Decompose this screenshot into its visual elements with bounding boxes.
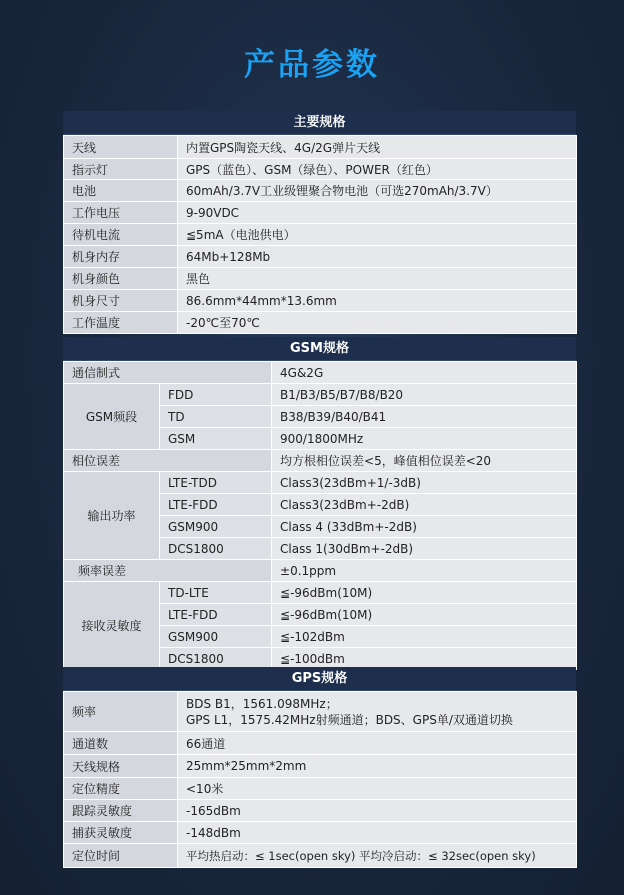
gps-specs-header: GPS规格 [63, 667, 576, 691]
page-title: 产品参数 [244, 47, 380, 83]
spec-label: 通信制式 [64, 362, 272, 384]
spec-sub-label: DCS1800 [160, 648, 272, 670]
spec-sub-label: LTE-TDD [160, 472, 272, 494]
spec-value: -20℃至70℃ [178, 312, 577, 334]
spec-label: 天线 [64, 136, 178, 159]
freq-line-2: GPS L1，1575.42MHz射频通道；BDS、GPS单/双通道切换 [186, 712, 513, 727]
table-row [64, 224, 577, 246]
spec-sub-label: LTE-FDD [160, 494, 272, 516]
spec-label: 待机电流 [64, 224, 178, 246]
gps-specs-table [63, 691, 577, 868]
table-row [64, 384, 577, 406]
table-row [64, 180, 577, 202]
spec-label: 频率误差 [64, 560, 272, 582]
spec-label: 定位精度 [64, 778, 178, 800]
spec-group-label: 输出功率 [64, 472, 160, 560]
table-row [64, 755, 577, 778]
spec-value: 均方根相位误差<5，峰值相位误差<20 [272, 450, 577, 472]
spec-value: 60mAh/3.7V工业级锂聚合物电池（可选270mAh/3.7V） [178, 180, 577, 202]
table-row [64, 290, 577, 312]
spec-value [178, 692, 577, 732]
table-row [64, 472, 577, 494]
table-row [64, 268, 577, 290]
spec-value: Class 4 (33dBm+-2dB) [272, 516, 577, 538]
table-row [64, 844, 577, 868]
spec-value: ≦-96dBm(10M) [272, 604, 577, 626]
spec-label: 跟踪灵敏度 [64, 800, 178, 822]
main-specs-section [63, 111, 576, 334]
spec-label: 天线规格 [64, 755, 178, 778]
spec-sub-label: TD [160, 406, 272, 428]
gsm-specs-table [63, 361, 577, 670]
spec-value: 内置GPS陶瓷天线、4G/2G弹片天线 [178, 136, 577, 159]
spec-value: 平均热启动：≤ 1sec(open sky) 平均冷启动：≤ 32sec(open sky) [178, 844, 577, 868]
gsm-specs-header: GSM规格 [63, 337, 576, 361]
spec-value: Class 1(30dBm+-2dB) [272, 538, 577, 560]
table-row [64, 732, 577, 755]
spec-value: 黑色 [178, 268, 577, 290]
gps-specs-section [63, 667, 576, 868]
spec-value: -165dBm [178, 800, 577, 822]
spec-label: 工作温度 [64, 312, 178, 334]
spec-label: 机身尺寸 [64, 290, 178, 312]
table-row [64, 822, 577, 844]
spec-sub-label: DCS1800 [160, 538, 272, 560]
spec-value: ±0.1ppm [272, 560, 577, 582]
spec-label: 指示灯 [64, 159, 178, 180]
spec-label: 电池 [64, 180, 178, 202]
spec-value: Class3(23dBm+-2dB) [272, 494, 577, 516]
spec-sub-label: LTE-FDD [160, 604, 272, 626]
table-row [64, 692, 577, 732]
spec-value: 900/1800MHz [272, 428, 577, 450]
table-row [64, 136, 577, 159]
spec-label: 相位误差 [64, 450, 272, 472]
spec-value: -148dBm [178, 822, 577, 844]
spec-value: ≦-96dBm(10M) [272, 582, 577, 604]
spec-value: Class3(23dBm+1/-3dB) [272, 472, 577, 494]
spec-value: 9-90VDC [178, 202, 577, 224]
spec-sub-label: GSM900 [160, 626, 272, 648]
spec-value: B38/B39/B40/B41 [272, 406, 577, 428]
spec-value: ≦-100dBm [272, 648, 577, 670]
spec-sub-label: GSM900 [160, 516, 272, 538]
spec-value: 86.6mm*44mm*13.6mm [178, 290, 577, 312]
table-row [64, 560, 577, 582]
spec-label: 机身内存 [64, 246, 178, 268]
table-row [64, 800, 577, 822]
table-row [64, 778, 577, 800]
spec-value: 25mm*25mm*2mm [178, 755, 577, 778]
table-row [64, 159, 577, 180]
spec-value: ≦5mA（电池供电） [178, 224, 577, 246]
spec-label: 通道数 [64, 732, 178, 755]
spec-group-label: GSM频段 [64, 384, 160, 450]
spec-label: 定位时间 [64, 844, 178, 868]
spec-sub-label: FDD [160, 384, 272, 406]
spec-label: 捕获灵敏度 [64, 822, 178, 844]
table-row [64, 450, 577, 472]
spec-label: 机身颜色 [64, 268, 178, 290]
spec-value: 64Mb+128Mb [178, 246, 577, 268]
spec-value: 66通道 [178, 732, 577, 755]
table-row [64, 362, 577, 384]
spec-label: 频率 [64, 692, 178, 732]
spec-sub-label: GSM [160, 428, 272, 450]
main-specs-header: 主要规格 [63, 111, 576, 135]
table-row [64, 582, 577, 604]
spec-value: ≦-102dBm [272, 626, 577, 648]
table-row [64, 246, 577, 268]
spec-group-label: 接收灵敏度 [64, 582, 160, 670]
spec-label: 工作电压 [64, 202, 178, 224]
main-specs-table [63, 135, 577, 334]
spec-sub-label: TD-LTE [160, 582, 272, 604]
spec-value: B1/B3/B5/B7/B8/B20 [272, 384, 577, 406]
spec-value: <10米 [178, 778, 577, 800]
spec-value: 4G&2G [272, 362, 577, 384]
table-row [64, 202, 577, 224]
table-row [64, 312, 577, 334]
gsm-specs-section [63, 337, 576, 670]
spec-value: GPS（蓝色）、GSM（绿色）、POWER（红色） [178, 159, 577, 180]
freq-line-1: BDS B1，1561.098MHz； [186, 696, 338, 711]
